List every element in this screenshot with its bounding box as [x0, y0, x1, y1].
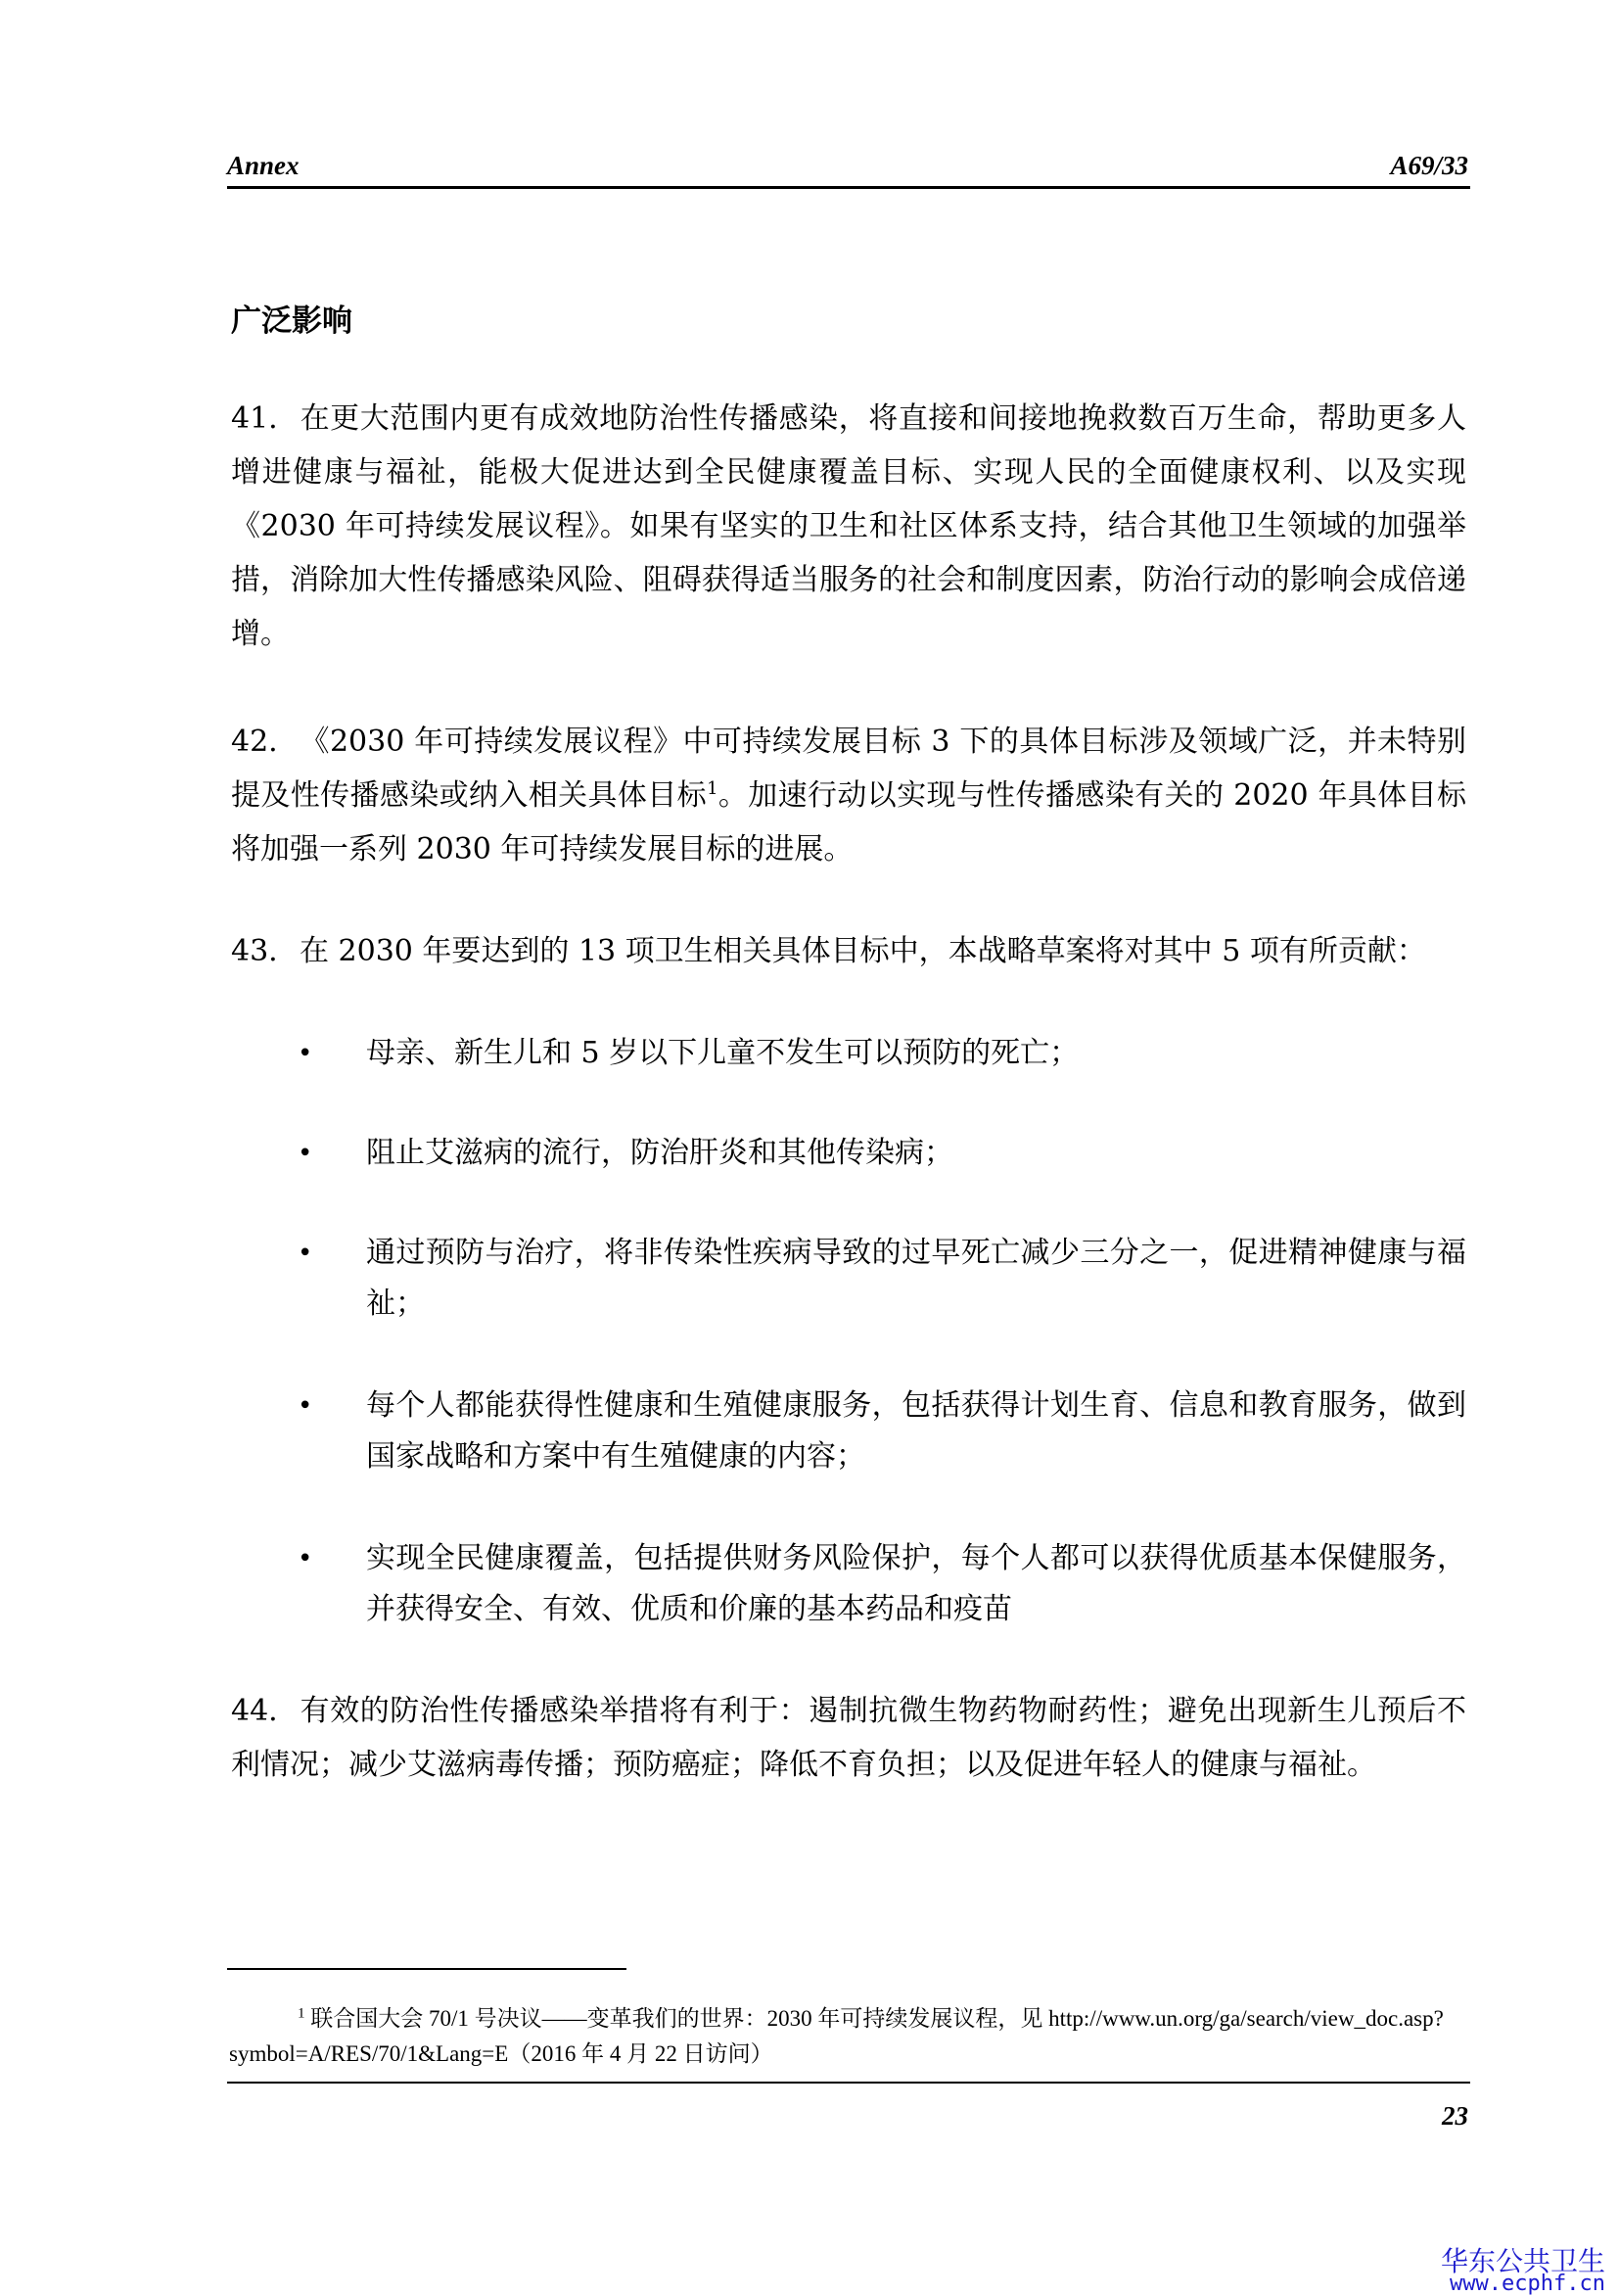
- bullet-dot: •: [298, 1391, 313, 1421]
- page-number: 23: [1442, 2101, 1468, 2131]
- watermark-site-name: 华东公共卫生: [1440, 2245, 1605, 2277]
- paragraph-number: 44.: [231, 1694, 278, 1728]
- bullet-item: 每个人都能获得性健康和生殖健康服务，包括获得计划生育、信息和教育服务，做到国家战略和方案中有生殖健康的内容；: [366, 1388, 1466, 1474]
- footnote: [229, 2001, 1472, 2072]
- footnote-text: 联合国大会 70/1 号决议——变革我们的世界：2030 年可持续发展议程，见 http://www.un.org/ga/search/view_doc.asp?symbol=A/RES/70/1&Lang=E（2016 年 4 月 22 日访问）: [229, 2006, 1444, 2066]
- paragraph-text: 在 2030 年要达到的 13 项卫生相关具体目标中，本战略草案将对其中 5 项有所贡献：: [300, 934, 1426, 968]
- footnote-separator: [227, 1968, 626, 1970]
- paragraph-text: 在更大范围内更有成效地防治性传播感染，将直接和间接地挽救数百万生命，帮助更多人增进健康与福祉，能极大促进达到全民健康覆盖目标、实现人民的全面健康权利、以及实现《2030 年可持续发展议程》。如果有坚实的卫生和社区体系支持，结合其他卫生领域的加强举措，消除加大性传播感染风险、阻碍获得适当服务的社会和制度因素，防治行动的影响会成倍递增。: [231, 401, 1466, 651]
- paragraph-number: 41.: [231, 401, 278, 436]
- header-rule: [227, 186, 1470, 189]
- header-annex-label: Annex: [227, 151, 300, 180]
- header-document-code: A69/33: [1390, 151, 1468, 180]
- bullet-dot: •: [298, 1039, 313, 1068]
- bullet-dot: •: [298, 1239, 313, 1268]
- paragraph-41: [231, 392, 1466, 661]
- paragraph-42: [231, 715, 1466, 876]
- bullet-item: 实现全民健康覆盖，包括提供财务风险保护，每个人都可以获得优质基本保健服务，并获得安全、有效、优质和价廉的基本药品和疫苗: [366, 1541, 1466, 1626]
- section-heading: 广泛影响: [231, 304, 352, 339]
- footnote-mark: 1: [298, 2005, 305, 2022]
- paragraph-number: 43.: [231, 934, 278, 968]
- footer-rule: [227, 2082, 1470, 2084]
- bullet-item: 母亲、新生儿和 5 岁以下儿童不发生可以预防的死亡；: [366, 1036, 1080, 1070]
- watermark-url[interactable]: www.ecphf.cn: [1450, 2272, 1605, 2296]
- bullet-item: 通过预防与治疗，将非传染性疾病导致的过早死亡减少三分之一，促进精神健康与福祉；: [366, 1236, 1466, 1321]
- bullet-item: 阻止艾滋病的流行，防治肝炎和其他传染病；: [366, 1136, 953, 1170]
- paragraph-number: 42.: [231, 725, 278, 759]
- footnote-reference: 1: [707, 778, 718, 799]
- bullet-dot: •: [298, 1544, 313, 1573]
- paragraph-text: 《2030 年可持续发展议程》中可持续发展目标 3 下的具体目标涉及领域广泛，并未特别提及性传播感染或纳入相关具体目标: [231, 725, 1466, 813]
- bullet-dot: •: [298, 1139, 313, 1168]
- paragraph-43: [231, 924, 1466, 978]
- paragraph-text-continued: 。加速行动以实现与性传播感染有关的 2020 年具体目标将加强一系列 2030 年可持续发展目标的进展。: [231, 778, 1467, 867]
- paragraph-44: [231, 1684, 1466, 1792]
- paragraph-text: 有效的防治性传播感染举措将有利于：遏制抗微生物药物耐药性；避免出现新生儿预后不利情况；减少艾滋病毒传播；预防癌症；降低不育负担；以及促进年轻人的健康与福祉。: [231, 1694, 1466, 1782]
